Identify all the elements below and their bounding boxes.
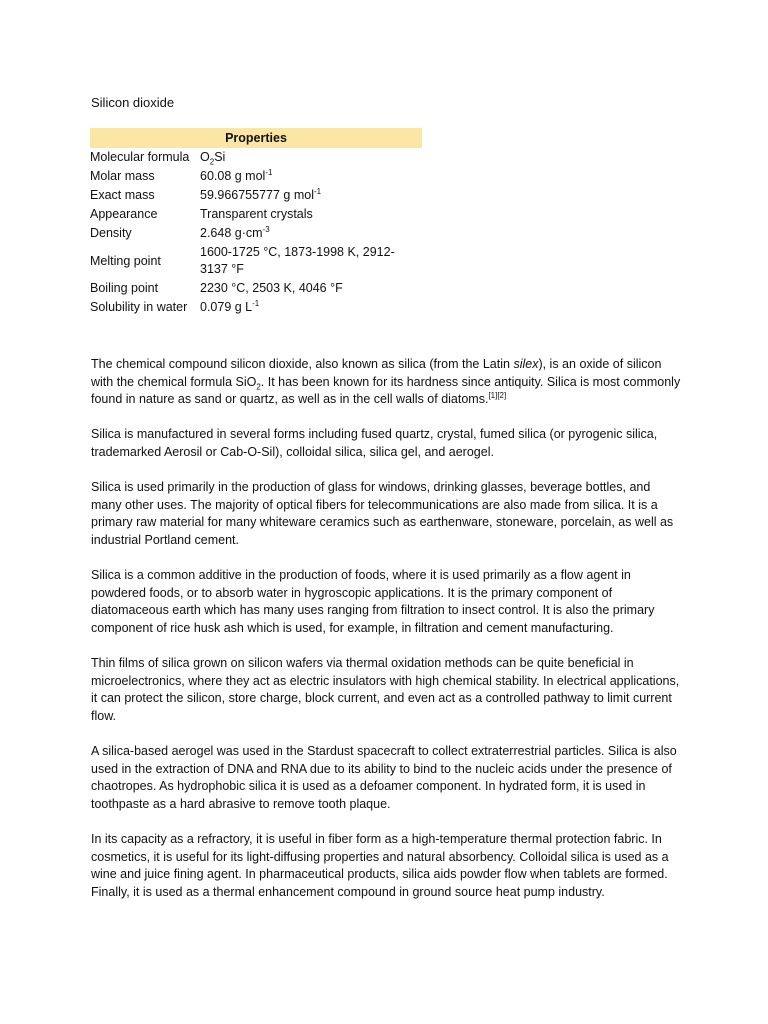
- paragraph: Silica is used primarily in the production of glass for windows, drinking glasses, beverage bottles, and many other uses. The majority of optical fibers for telecommunications are also made from silica. It is a primary raw material for many whiteware ceramics such as earthenware, stoneware, porcelain, as well as industrial Portland cement.: [91, 480, 674, 547]
- property-value: 1600-1725 °C, 1873-1998 K, 2912-3137 °F: [200, 245, 395, 276]
- property-value: 60.08 g mol$^{-1}$: [200, 167, 273, 183]
- citation-link[interactable]: [1][2]: [488, 391, 507, 401]
- table-row: [90, 224, 422, 243]
- table-row: [90, 298, 422, 317]
- property-label: Molecular formula: [90, 150, 190, 164]
- property-label: Solubility in water: [90, 300, 188, 314]
- body-text: [91, 356, 681, 919]
- property-value: 2.648 $g\cdot cm^{-3}$: [200, 224, 270, 240]
- property-value: Transparent crystals: [200, 207, 313, 221]
- property-label: Appearance: [90, 207, 158, 221]
- properties-header-row: [90, 128, 422, 148]
- property-value: 0.079 g $L^{-1}$: [200, 298, 260, 314]
- property-label: Density: [90, 226, 132, 240]
- document-title: Silicon dioxide: [91, 95, 175, 110]
- table-row: [90, 279, 422, 298]
- paragraph: A silica-based aerogel was used in the Stardust spacecraft to collect extraterrestrial particles. Silica is also used in the extraction of DNA and RNA due to its ability to bind to the nucleic acids under the presence of chaotropes. As hydrophobic silica it is used as a defoamer component. In hydrated form, it is used in toothpaste as a hard abrasive to remove tooth plaque.: [91, 744, 677, 811]
- paragraph: Thin films of silica grown on silicon wafers via thermal oxidation methods can be quite beneficial in microelectronics, where they act as electric insulators with high chemical stability. In electrical applications, it can protect the silicon, store charge, block current, and even act as a controlled pathway to limit current flow.: [91, 656, 680, 723]
- property-label: Exact mass: [90, 188, 155, 202]
- table-row: [90, 205, 422, 224]
- property-value: $O_2Si$: [200, 150, 226, 167]
- table-row: [90, 148, 422, 167]
- paragraph: Silica is manufactured in several forms including fused quartz, crystal, fumed silica (or pyrogenic silica, trademarked Aerosil or Cab-O-Sil), colloidal silica, silica gel, and aerogel.: [91, 427, 658, 459]
- property-label: Boiling point: [90, 281, 159, 295]
- property-value: 2230 °C, 2503 K, 4046 °F: [200, 281, 343, 295]
- property-label: Molar mass: [90, 169, 155, 183]
- property-label: Melting point: [90, 253, 161, 268]
- paragraph: In its capacity as a refractory, it is useful in fiber form as a high-temperature thermal protection fabric. In cosmetics, it is useful for its light-diffusing properties and natural absorbency. Colloidal silica is used as a wine and juice fining agent. In pharmaceutical products, silica aids powder flow when tablets are formed. Finally, it is used as a thermal enhancement compound in ground source heat pump industry.: [91, 832, 669, 899]
- table-row: [90, 186, 422, 205]
- paragraph: Silica is a common additive in the production of foods, where it is used primarily as a flow agent in powdered foods, or to absorb water in hygroscopic applications. It is the primary component of diatomaceous earth which has many uses ranging from filtration to insect control. It is also the primary component of rice husk ash which is used, for example, in filtration and cement manufacturing.: [91, 568, 655, 635]
- paragraph: The chemical compound silicon dioxide, also known as silica (from the Latin silex), is an oxide of silicon with the chemical formula SiO$_2$. It has been known for its hardness since antiquity. Silica is most commonly found in nature as sand or quartz, as well as in the cell walls of diatoms.[1][2]: [91, 357, 681, 407]
- properties-table: [90, 128, 422, 317]
- property-value: 59.966755777 g mol$^{-1}$: [200, 186, 322, 202]
- properties-header: Properties: [90, 128, 422, 148]
- table-row: [90, 243, 422, 279]
- table-row: [90, 167, 422, 186]
